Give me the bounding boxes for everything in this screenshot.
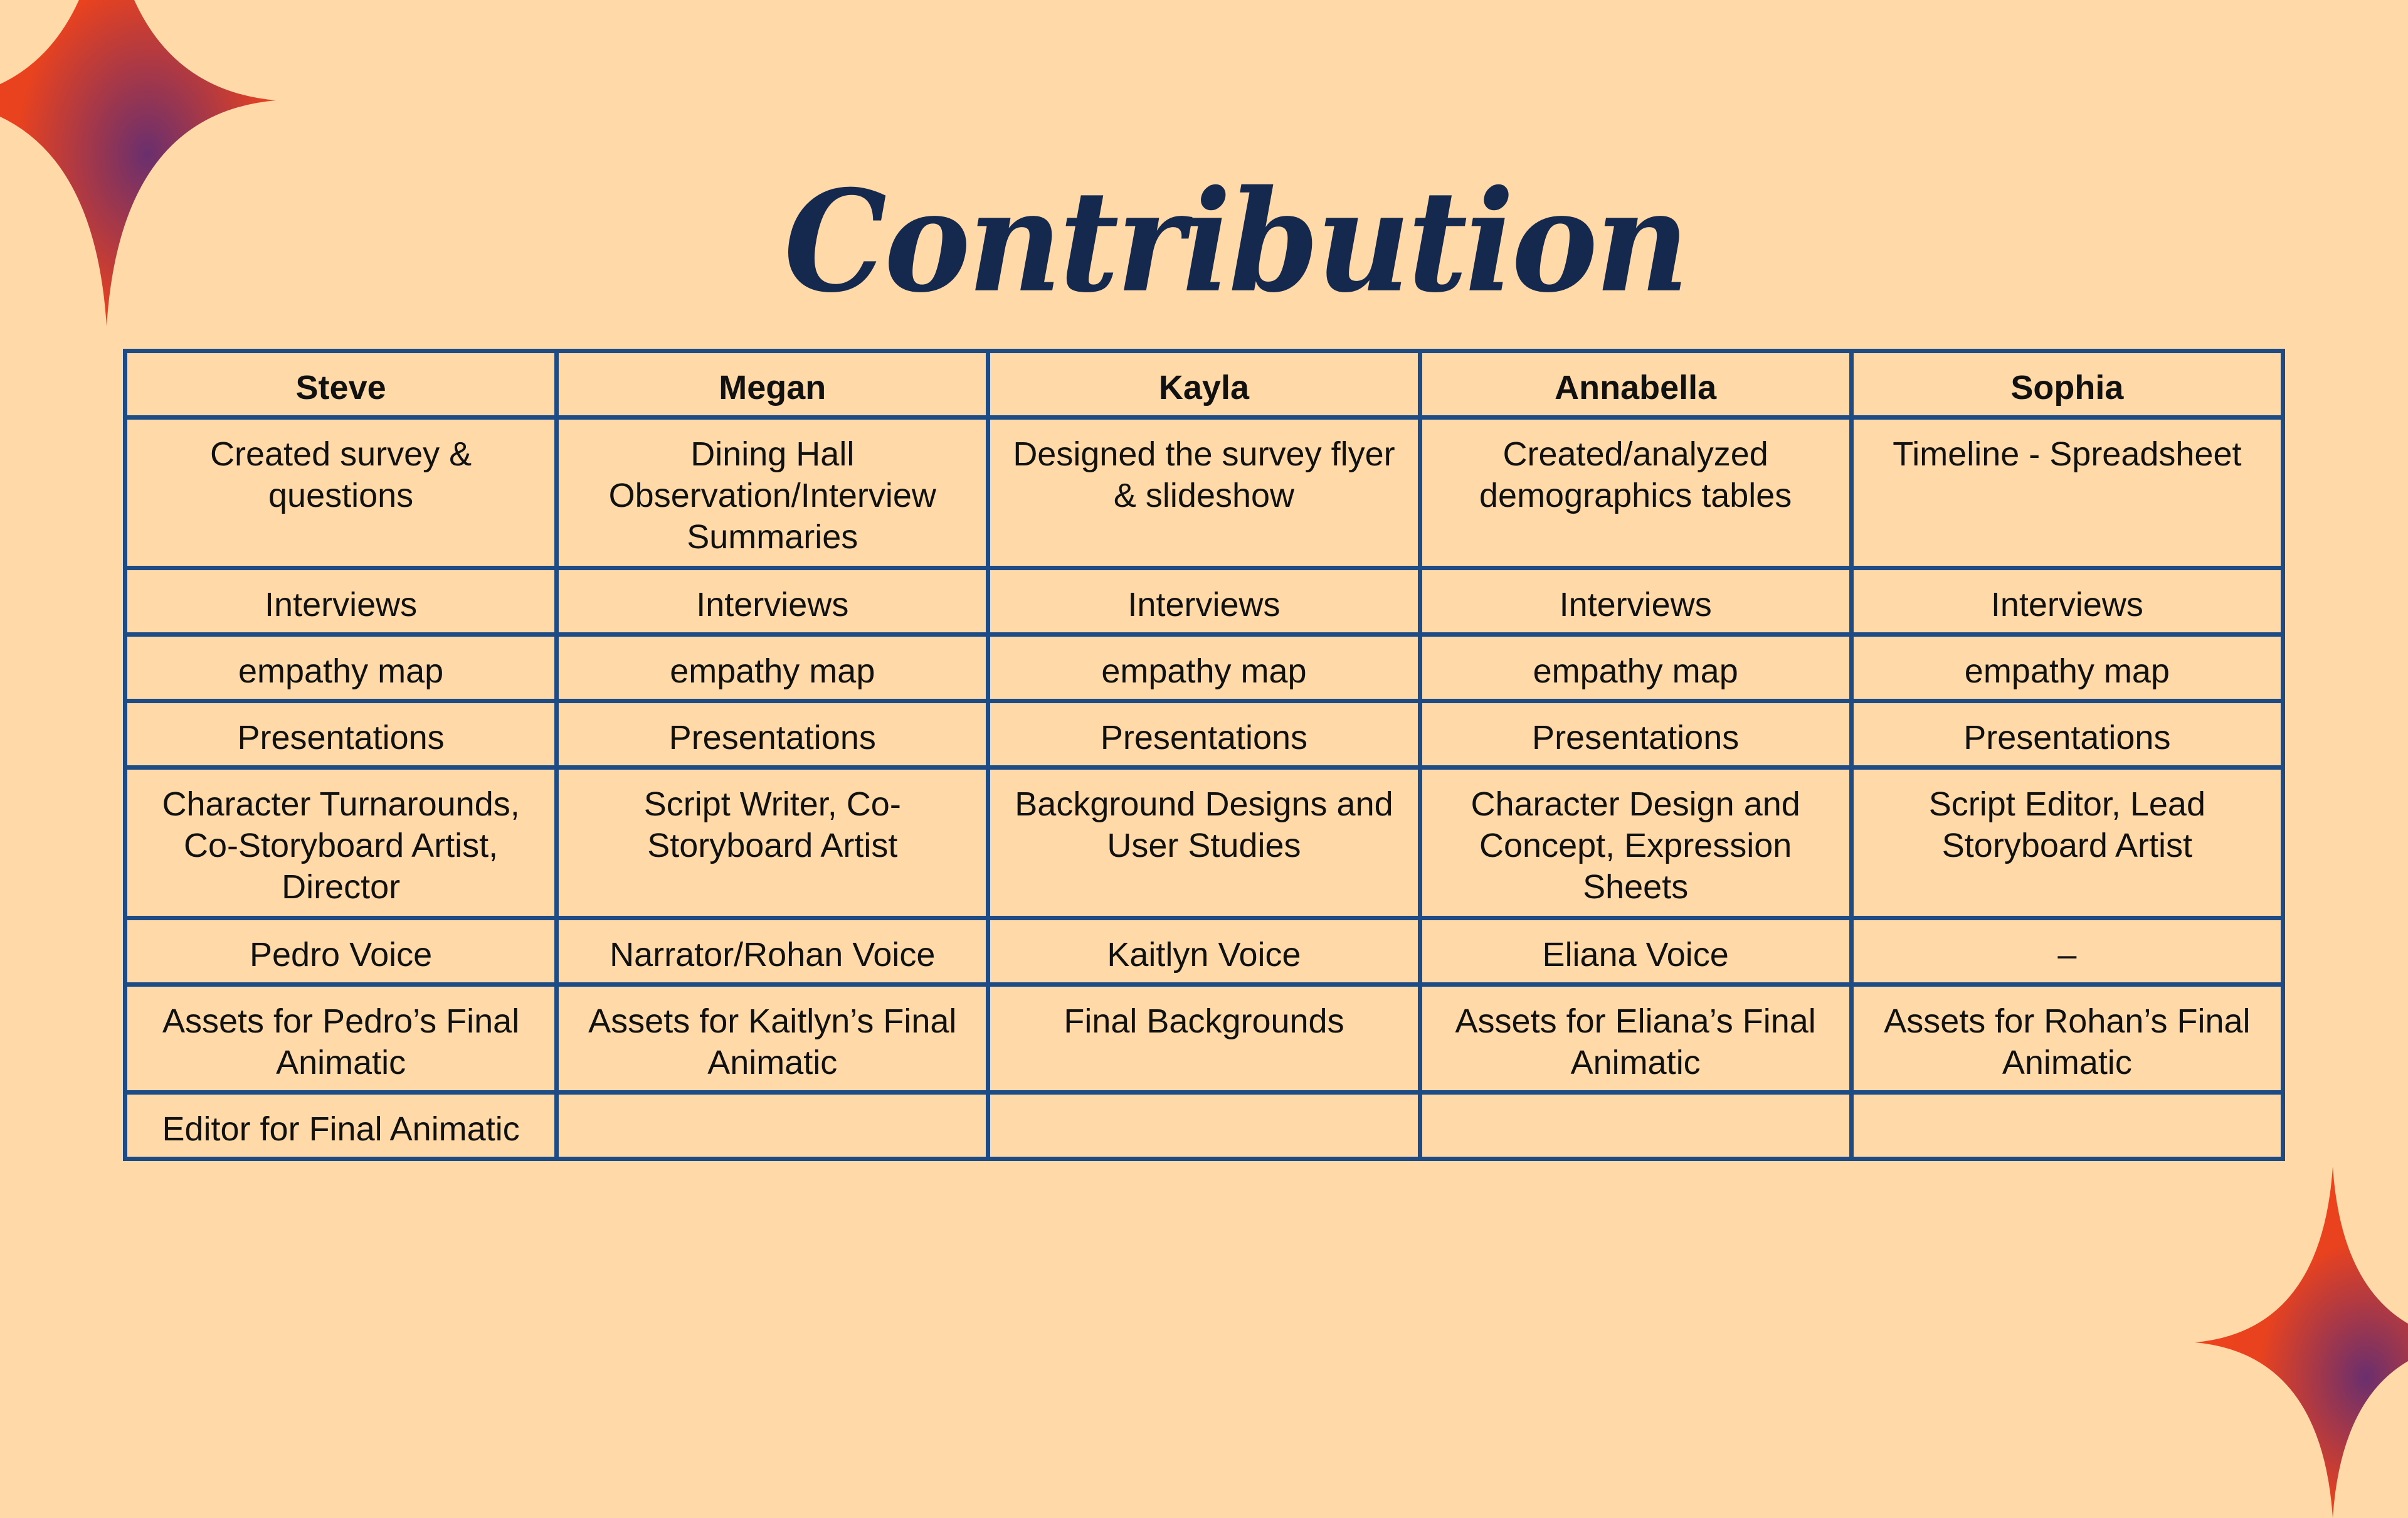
table-cell: Narrator/Rohan Voice: [557, 918, 988, 985]
table-cell: Presentations: [557, 701, 988, 768]
table-cell: Created survey & questions: [125, 418, 557, 568]
slide-title: Contribution: [784, 159, 1687, 324]
table-cell: Final Backgrounds: [988, 985, 1420, 1093]
column-header-megan: Megan: [557, 351, 988, 418]
table-cell: Editor for Final Animatic: [125, 1093, 557, 1159]
table-cell: Presentations: [125, 701, 557, 768]
table-row: [125, 918, 2283, 985]
column-header-kayla: Kayla: [988, 351, 1420, 418]
table-row: [125, 701, 2283, 768]
table-cell: Designed the survey flyer & slideshow: [988, 418, 1420, 568]
sparkle-decoration-bottom-right: [2195, 1167, 2408, 1518]
table-cell: Character Design and Concept, Expression Sheets: [1420, 768, 1851, 918]
table-cell: Background Designs and User Studies: [988, 768, 1420, 918]
table-cell: –: [1851, 918, 2283, 985]
table-cell: Assets for Pedro’s Final Animatic: [125, 985, 557, 1093]
table-cell: Interviews: [1420, 568, 1851, 635]
table-cell: empathy map: [125, 635, 557, 701]
table-cell: Eliana Voice: [1420, 918, 1851, 985]
contribution-table: [123, 349, 2285, 1161]
table-cell: Assets for Eliana’s Final Animatic: [1420, 985, 1851, 1093]
table-cell: empathy map: [1851, 635, 2283, 701]
table-row: [125, 768, 2283, 918]
column-header-sophia: Sophia: [1851, 351, 2283, 418]
table-cell: empathy map: [1420, 635, 1851, 701]
table-row: [125, 568, 2283, 635]
table-cell: Presentations: [1851, 701, 2283, 768]
table-cell: Pedro Voice: [125, 918, 557, 985]
table-cell: [988, 1093, 1420, 1159]
table-cell: [1420, 1093, 1851, 1159]
table-cell: Interviews: [557, 568, 988, 635]
table-cell: Interviews: [988, 568, 1420, 635]
table-cell: Presentations: [988, 701, 1420, 768]
table-row: [125, 418, 2283, 568]
table-cell: Assets for Rohan’s Final Animatic: [1851, 985, 2283, 1093]
table-cell: Interviews: [1851, 568, 2283, 635]
table-row: [125, 985, 2283, 1093]
table-cell: Script Editor, Lead Storyboard Artist: [1851, 768, 2283, 918]
table-cell: Character Turnarounds, Co-Storyboard Artist, Director: [125, 768, 557, 918]
table-cell: Interviews: [125, 568, 557, 635]
table-cell: empathy map: [988, 635, 1420, 701]
table-cell: Dining Hall Observation/Interview Summaries: [557, 418, 988, 568]
table-cell: Script Writer, Co-Storyboard Artist: [557, 768, 988, 918]
table-cell: empathy map: [557, 635, 988, 701]
table-cell: Created/analyzed demographics tables: [1420, 418, 1851, 568]
table-cell: [557, 1093, 988, 1159]
table-cell: Kaitlyn Voice: [988, 918, 1420, 985]
table-cell: [1851, 1093, 2283, 1159]
column-header-steve: Steve: [125, 351, 557, 418]
table-header-row: [125, 351, 2283, 418]
table-row: [125, 635, 2283, 701]
table-row: [125, 1093, 2283, 1159]
column-header-annabella: Annabella: [1420, 351, 1851, 418]
table-cell: Timeline - Spreadsheet: [1851, 418, 2283, 568]
table-cell: Presentations: [1420, 701, 1851, 768]
table-cell: Assets for Kaitlyn’s Final Animatic: [557, 985, 988, 1093]
